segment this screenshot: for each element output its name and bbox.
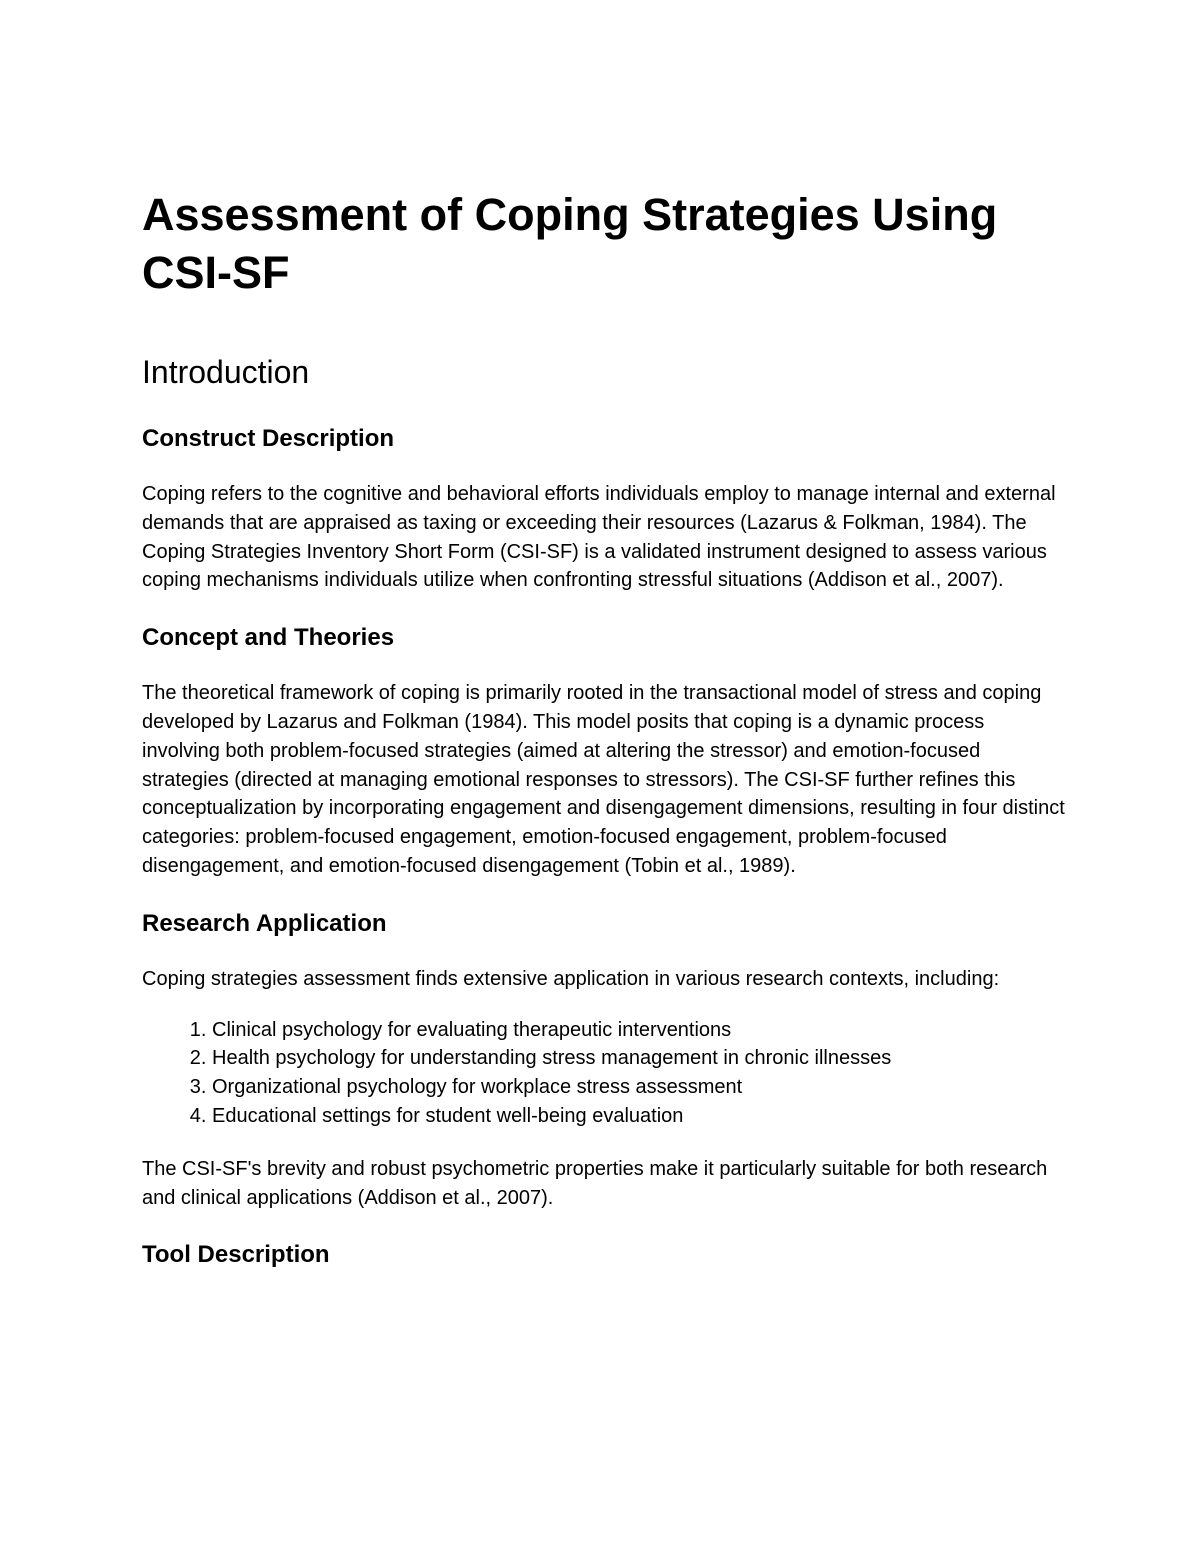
list-item: 4. Educational settings for student well-being evaluation <box>212 1102 1067 1131</box>
construct-description-heading: Construct Description <box>142 425 395 452</box>
research-application-closing: The CSI-SF's brevity and robust psychometric properties make it particularly suitable for both research and clinical applications (Addison et al., 2007). <box>142 1157 1048 1209</box>
list-item: 1. Clinical psychology for evaluating therapeutic interventions <box>212 1016 1067 1045</box>
list-item: 3. Organizational psychology for workplace stress assessment <box>212 1073 1067 1102</box>
introduction-heading: Introduction <box>142 354 310 390</box>
tool-description-heading: Tool Description <box>142 1241 330 1269</box>
list-item: 2. Health psychology for understanding stress management in chronic illnesses <box>212 1044 1067 1073</box>
document-body <box>142 186 1067 1270</box>
research-application-heading: Research Application <box>142 909 387 937</box>
construct-description-paragraph: Coping refers to the cognitive and behavioral efforts individuals employ to manage internal and external demands that are appraised as taxing or exceeding their resources (Lazarus & Folkman, 1984). The Coping Strategies Inventory Short Form (CSI-SF) is a validated instrument designed to assess various coping mechanisms individuals utilize when confronting stressful situations (Addison et al., 2007). <box>142 483 1056 592</box>
research-application-intro: Coping strategies assessment finds extensive application in various research contexts, including: <box>142 967 1000 990</box>
document-title: Assessment of Coping Strategies Using CSI-SF <box>142 189 998 298</box>
research-application-list <box>142 1016 1067 1131</box>
concept-theories-heading: Concept and Theories <box>142 624 395 652</box>
concept-theories-paragraph: The theoretical framework of coping is primarily rooted in the transactional model of stress and coping developed by Lazarus and Folkman (1984). This model posits that coping is a dynamic process involving both problem-focused strategies (aimed at altering the stressor) and emotion-focused strategies (directed at managing emotional responses to stressors). The CSI-SF further refines this conceptualization by incorporating engagement and disengagement dimensions, resulting in four distinct categories: problem-focused engagement, emotion-focused engagement, problem-focused disengagement, and emotion-focused disengagement (Tobin et al., 1989). <box>142 682 1065 877</box>
